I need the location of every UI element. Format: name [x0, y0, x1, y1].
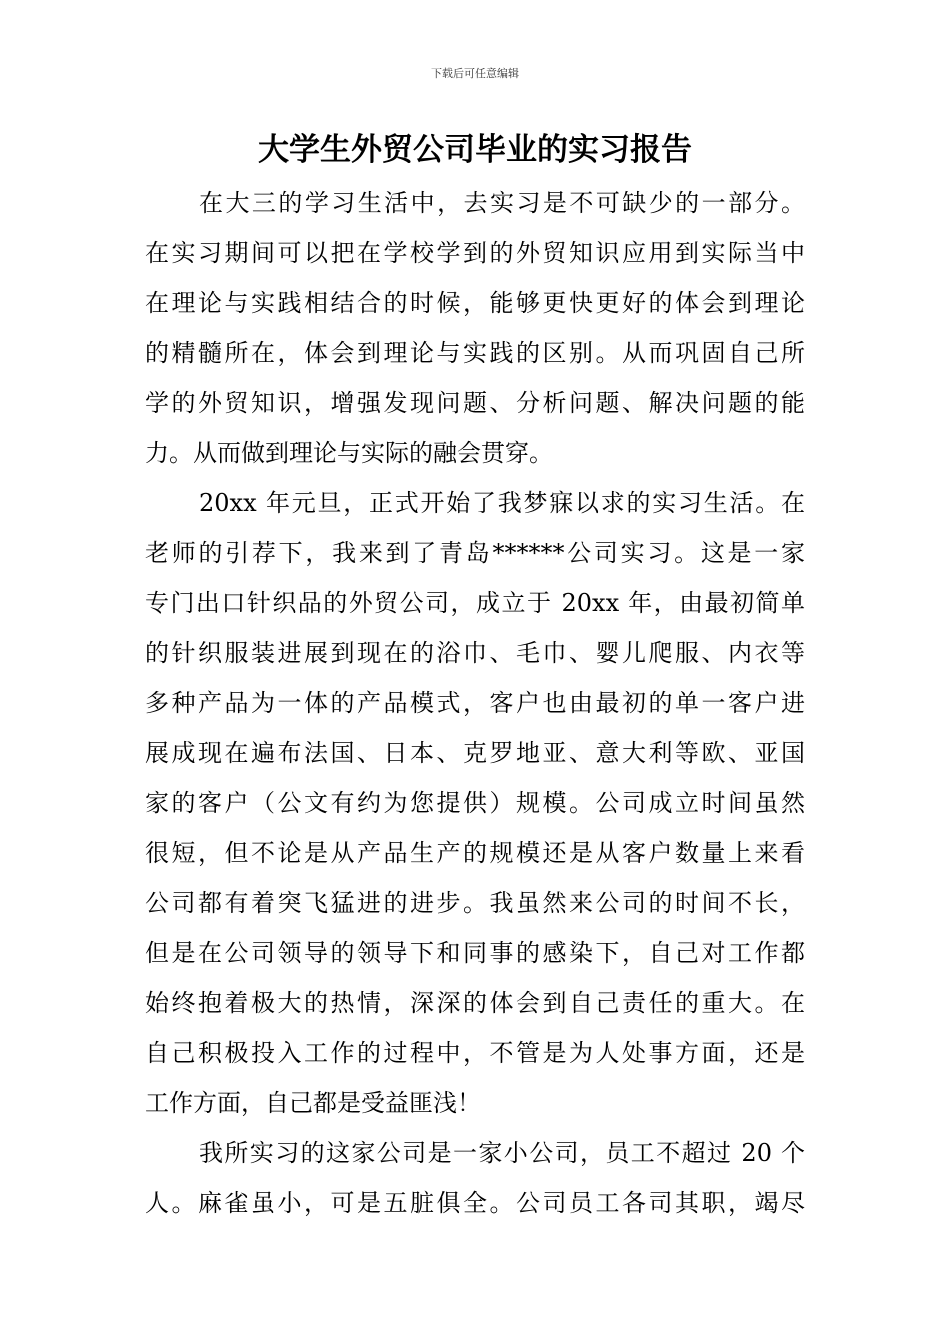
text-line: 力。从而做到理论与实际的融会贯穿。 — [145, 439, 553, 467]
paragraph-3 — [145, 1128, 805, 1228]
text-line: 很短，但不论是从产品生产的规模还是从客户数量上来看 — [145, 839, 805, 867]
text-line: 在理论与实践相结合的时候，能够更快更好的体会到理论 — [145, 289, 805, 317]
document-body — [145, 178, 805, 1228]
text-line: 始终抱着极大的热情，深深的体会到自己责任的重大。在 — [145, 989, 805, 1017]
paragraph-2 — [145, 478, 805, 1128]
text-line: 工作方面，自己都是受益匪浅！ — [145, 1089, 481, 1117]
text-line: 的精髓所在，体会到理论与实践的区别。从而巩固自己所 — [145, 339, 805, 367]
document-title: 大学生外贸公司毕业的实习报告 — [258, 132, 692, 168]
paragraph-1 — [145, 178, 805, 478]
text-line: 20xx 年元旦，正式开始了我梦寐以求的实习生活。在 — [199, 489, 805, 517]
header-note: 下载后可任意编辑 — [431, 67, 519, 80]
text-line: 家的客户（公文有约为您提供）规模。公司成立时间虽然 — [145, 789, 805, 817]
text-line: 多种产品为一体的产品模式，客户也由最初的单一客户进 — [145, 689, 805, 717]
text-line: 老师的引荐下，我来到了青岛******公司实习。这是一家 — [145, 539, 805, 567]
text-line: 公司都有着突飞猛进的进步。我虽然来公司的时间不长， — [145, 889, 805, 917]
text-line: 专门出口针织品的外贸公司，成立于 20xx 年，由最初简单 — [145, 589, 805, 617]
text-line: 学的外贸知识，增强发现问题、分析问题、解决问题的能 — [145, 389, 805, 417]
text-line: 人。麻雀虽小，可是五脏俱全。公司员工各司其职，竭尽 — [145, 1189, 805, 1217]
text-line: 的针织服装进展到现在的浴巾、毛巾、婴儿爬服、内衣等 — [145, 639, 805, 667]
text-line: 在实习期间可以把在学校学到的外贸知识应用到实际当中 — [145, 239, 805, 267]
text-line: 我所实习的这家公司是一家小公司，员工不超过 20 个 — [199, 1139, 805, 1167]
text-line: 自己积极投入工作的过程中，不管是为人处事方面，还是 — [145, 1039, 805, 1067]
text-line: 但是在公司领导的领导下和同事的感染下，自己对工作都 — [145, 939, 805, 967]
text-line: 展成现在遍布法国、日本、克罗地亚、意大利等欧、亚国 — [145, 739, 805, 767]
text-line: 在大三的学习生活中，去实习是不可缺少的一部分。 — [199, 189, 805, 217]
